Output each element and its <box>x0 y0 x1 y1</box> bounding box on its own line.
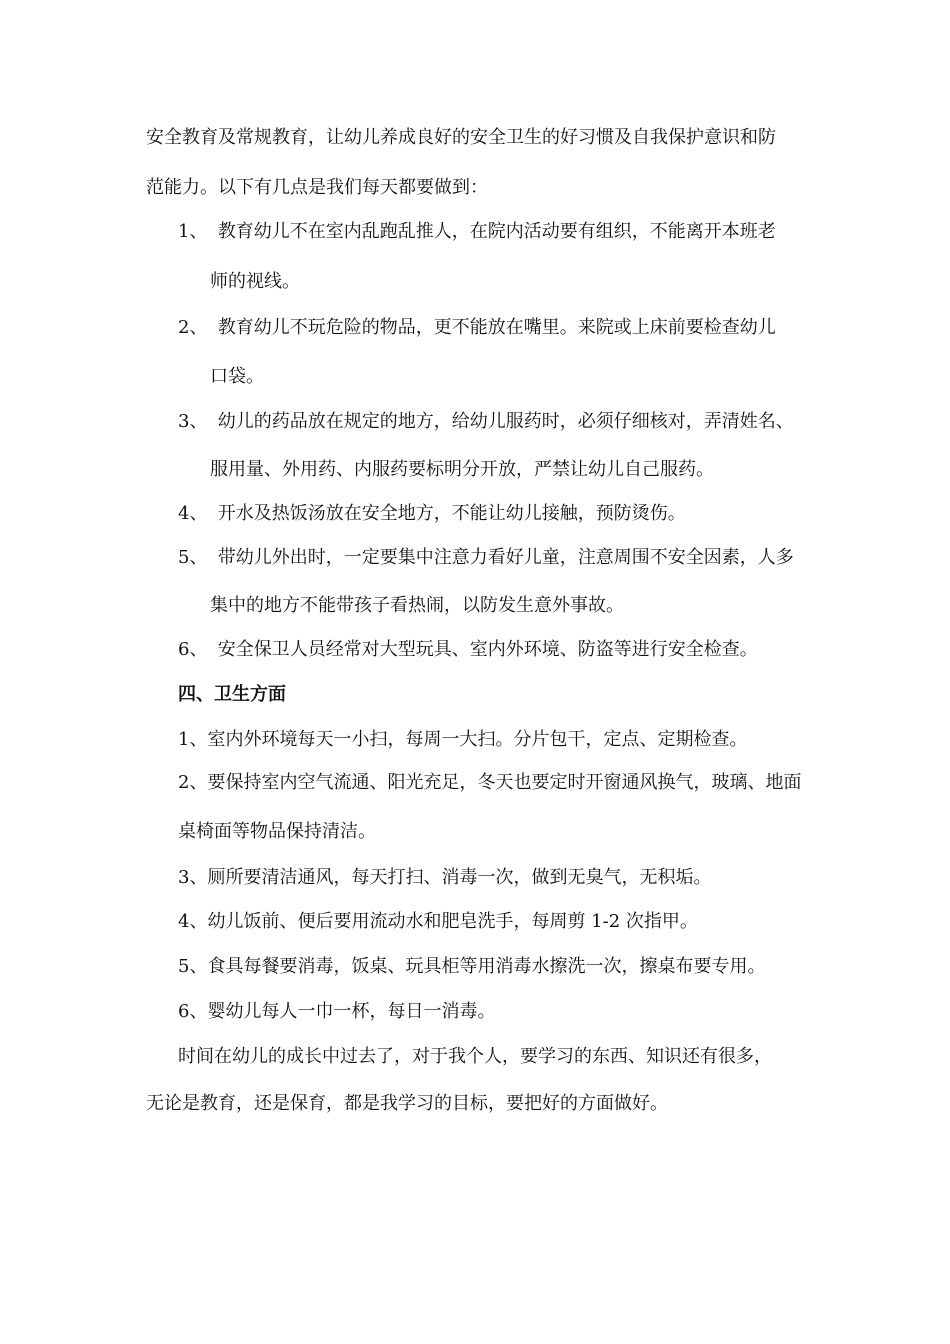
intro-line-1: 安全教育及常规教育，让幼儿养成良好的安全卫生的好习惯及自我保护意识和防 <box>146 127 776 148</box>
safety-item-text: 带幼儿外出时，一定要集中注意力看好儿童，注意周围不安全因素，人多 <box>217 547 794 568</box>
safety-item-text: 教育幼儿不玩危险的物品，更不能放在嘴里。来院或上床前要检查幼儿 <box>217 317 776 338</box>
safety-item-text: 教育幼儿不在室内乱跑乱推人，在院内活动要有组织，不能离开本班老 <box>217 221 776 242</box>
hygiene-item-1: 1、室内外环境每天一小扫，每周一大扫。分片包干，定点、定期检查。 <box>178 729 748 750</box>
safety-item-text: 幼儿的药品放在规定的地方，给幼儿服药时，必须仔细核对，弄清姓名、 <box>217 411 794 432</box>
safety-item-6 <box>178 638 758 662</box>
hygiene-item-2-continuation: 桌椅面等物品保持清洁。 <box>178 821 376 842</box>
safety-item-5-continuation: 集中的地方不能带孩子看热闹，以防发生意外事故。 <box>210 595 624 616</box>
safety-item-1 <box>178 220 776 244</box>
safety-item-number: 5、 <box>178 547 208 568</box>
safety-item-number: 6、 <box>178 639 208 660</box>
safety-item-number: 3、 <box>178 411 208 432</box>
safety-item-number: 2、 <box>178 317 208 338</box>
safety-item-4 <box>178 502 686 526</box>
hygiene-item-6: 6、婴幼儿每人一巾一杯，每日一消毒。 <box>178 1001 496 1022</box>
hygiene-item-4: 4、幼儿饭前、便后要用流动水和肥皂洗手，每周剪 1-2 次指甲。 <box>178 911 698 932</box>
safety-item-number: 1、 <box>178 221 208 242</box>
safety-item-text: 开水及热饭汤放在安全地方，不能让幼儿接触，预防烫伤。 <box>217 503 686 524</box>
closing-line-2: 无论是教育，还是保育，都是我学习的目标，要把好的方面做好。 <box>146 1093 668 1114</box>
safety-item-1-continuation: 师的视线。 <box>210 271 300 292</box>
hygiene-item-2: 2、要保持室内空气流通、阳光充足，冬天也要定时开窗通风换气，玻璃、地面 <box>178 772 802 793</box>
safety-item-2-continuation: 口袋。 <box>210 366 264 387</box>
intro-line-2: 范能力。以下有几点是我们每天都要做到： <box>146 177 488 198</box>
safety-item-5 <box>178 546 794 570</box>
closing-line-1: 时间在幼儿的成长中过去了，对于我个人，要学习的东西、知识还有很多， <box>178 1046 772 1067</box>
safety-item-2 <box>178 316 776 340</box>
safety-item-number: 4、 <box>178 503 208 524</box>
safety-item-3 <box>178 410 794 434</box>
safety-item-text: 安全保卫人员经常对大型玩具、室内外环境、防盗等进行安全检查。 <box>217 639 758 660</box>
hygiene-item-3: 3、厕所要清洁通风，每天打扫、消毒一次，做到无臭气，无积垢。 <box>178 867 712 888</box>
safety-item-3-continuation: 服用量、外用药、内服药要标明分开放，严禁让幼儿自己服药。 <box>210 459 714 480</box>
section-heading-hygiene: 四、卫生方面 <box>178 684 286 705</box>
hygiene-item-5: 5、食具每餐要消毒，饭桌、玩具柜等用消毒水擦洗一次，擦桌布要专用。 <box>178 956 766 977</box>
